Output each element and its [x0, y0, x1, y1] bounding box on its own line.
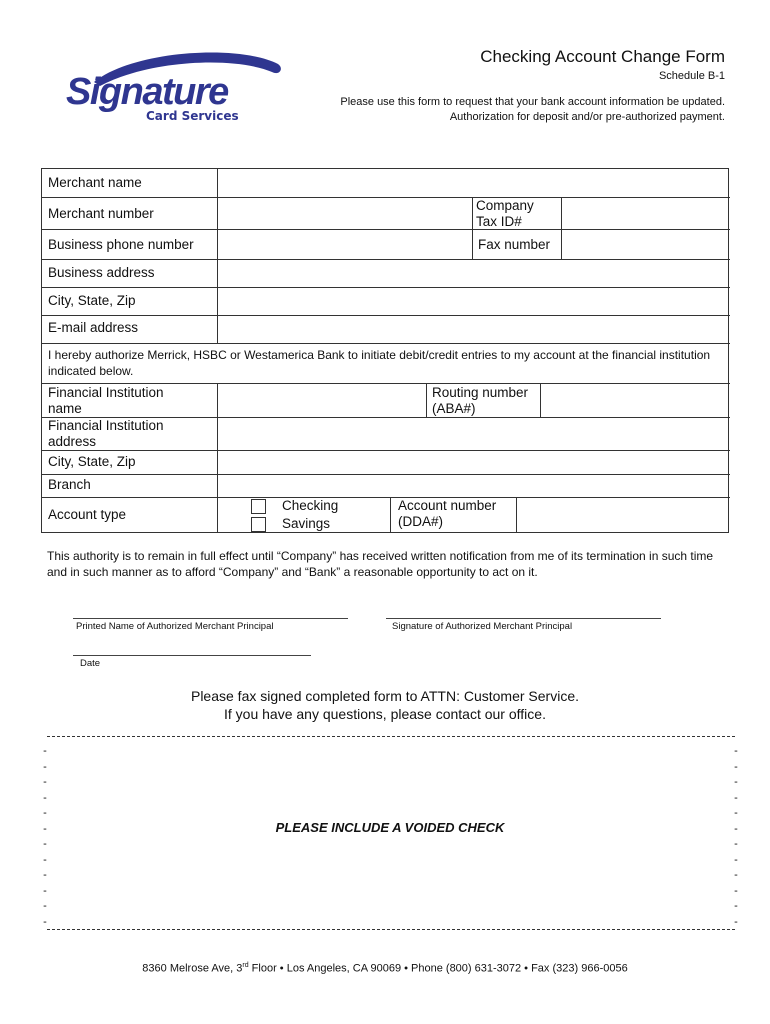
merchant-city-state-zip-field[interactable] [218, 288, 729, 315]
fax-number-label: Fax number [478, 237, 551, 252]
fi-address-field[interactable] [218, 418, 729, 450]
business-phone-label: Business phone number [48, 237, 194, 252]
routing-number-label [432, 385, 528, 417]
logo-word: Signature [66, 71, 228, 113]
business-address-label: Business address [48, 265, 155, 280]
fi-name-field[interactable] [218, 384, 426, 417]
routing-number-label-line-1: Routing number [432, 385, 529, 400]
signature-card-services-logo [64, 42, 286, 128]
account-number-label [398, 498, 496, 530]
date-caption: Date [80, 658, 101, 669]
bank-city-state-zip-field[interactable] [218, 451, 729, 474]
printed-name-line[interactable] [73, 618, 348, 619]
email-address-field[interactable] [218, 316, 729, 343]
fi-name-label-line-1: Financial Institution [48, 385, 164, 400]
account-number-label-line-2: (DDA#) [398, 514, 444, 529]
fi-name-label-line-2: name [48, 401, 82, 416]
account-change-form-table [41, 168, 729, 533]
voided-check-notice: PLEASE INCLUDE A VOIDED CHECK [275, 820, 505, 835]
fi-address-label [48, 418, 164, 450]
footer-address-ordinal: rd [242, 962, 249, 969]
form-title: Checking Account Change Form [480, 47, 725, 66]
signature-line[interactable] [386, 618, 661, 619]
company-tax-id-label [476, 198, 534, 230]
business-address-field[interactable] [218, 260, 729, 287]
savings-label: Savings [282, 516, 331, 531]
footer-address-part-2: Floor • Los Angeles, CA 90069 • Phone (800) 631-3072 • Fax (323) 966-0056 [248, 962, 628, 975]
savings-checkbox[interactable] [251, 517, 266, 532]
fax-number-field[interactable] [562, 230, 729, 259]
company-tax-id-label-line-2: Tax ID# [476, 214, 522, 229]
printed-name-caption: Printed Name of Authorized Merchant Principal [76, 621, 274, 632]
merchant-number-field[interactable] [218, 198, 472, 229]
intro-text [340, 95, 725, 125]
account-number-label-line-1: Account number [398, 498, 497, 513]
merchant-city-state-zip-label: City, State, Zip [48, 293, 136, 308]
checking-label: Checking [282, 498, 339, 513]
company-tax-id-label-line-1: Company [476, 198, 534, 213]
bank-city-state-zip-label: City, State, Zip [48, 454, 136, 469]
logo-subtext: Card Services [146, 109, 239, 123]
merchant-name-field[interactable] [218, 169, 729, 197]
fax-instructions-line-2: If you have any questions, please contact our office. [224, 706, 546, 722]
footer-address-part-1: 8360 Melrose Ave, 3 [142, 962, 243, 975]
branch-label: Branch [48, 477, 91, 492]
schedule-label: Schedule B-1 [658, 70, 725, 82]
authority-statement: This authority is to remain in full effect until “Company” has received written notification from me of its termination in such time and in such manner as to afford “Company” and “Bank” a reasonable opportunity to act on it. [47, 549, 714, 579]
routing-number-field[interactable] [541, 384, 729, 417]
fi-address-label-line-1: Financial Institution [48, 418, 164, 433]
branch-field[interactable] [218, 475, 729, 497]
company-tax-id-field[interactable] [562, 198, 729, 229]
merchant-number-label: Merchant number [48, 206, 154, 221]
merchant-name-label: Merchant name [48, 175, 142, 190]
email-address-label: E-mail address [48, 320, 139, 335]
fi-address-label-line-2: address [48, 434, 97, 449]
fax-instructions-line-1: Please fax signed completed form to ATTN: Customer Service. [190, 688, 579, 704]
account-type-label: Account type [48, 507, 127, 522]
checking-checkbox[interactable] [251, 499, 266, 514]
date-line[interactable] [73, 655, 311, 656]
signature-caption: Signature of Authorized Merchant Principal [392, 621, 573, 632]
business-phone-field[interactable] [218, 230, 472, 259]
authorization-statement: I hereby authorize Merrick, HSBC or Westamerica Bank to initiate debit/credit entries to my account at the financial institution indicated below. [48, 348, 711, 378]
account-number-field[interactable] [517, 498, 729, 532]
intro-line-1: Please use this form to request that your bank account information be updated. [340, 96, 725, 108]
intro-line-2: Authorization for deposit and/or pre-authorized payment. [449, 111, 725, 123]
fax-instructions [0, 687, 770, 723]
footer-contact [0, 962, 770, 975]
fi-name-label [48, 385, 164, 417]
routing-number-label-line-2: (ABA#) [432, 401, 476, 416]
